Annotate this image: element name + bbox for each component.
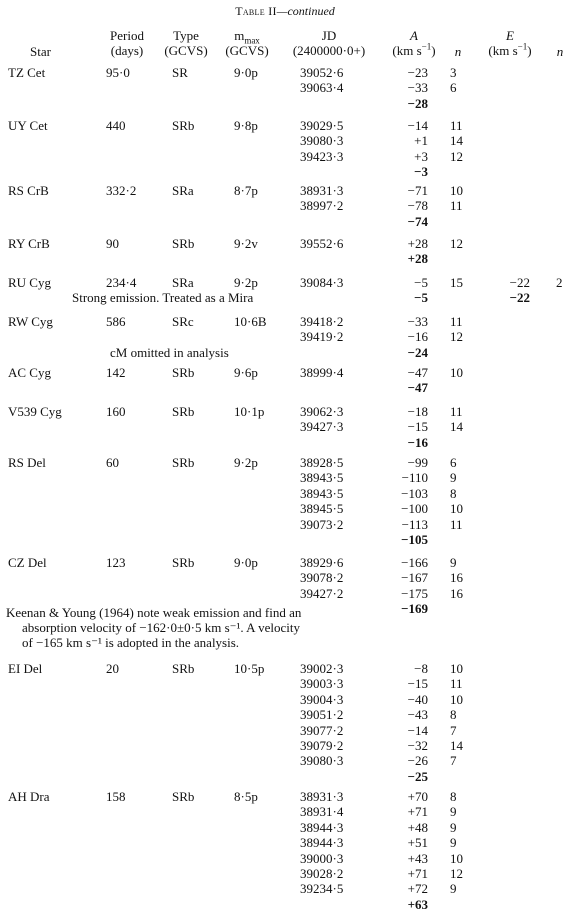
header-a bbox=[380, 28, 448, 58]
velocity-value: +28 bbox=[407, 236, 428, 251]
jd-value: 38944·3 bbox=[300, 820, 344, 835]
count-value: 12 bbox=[450, 149, 463, 164]
period-value: 158 bbox=[106, 789, 126, 804]
velocity-value: +48 bbox=[407, 820, 428, 835]
velocity-value: −166 bbox=[401, 555, 428, 570]
type-value: SRb bbox=[172, 236, 195, 251]
mmax-value: 8·7p bbox=[234, 183, 258, 198]
header-mmax-sub: max bbox=[244, 35, 260, 46]
mean-velocity: −25 bbox=[407, 769, 428, 784]
jd-value: 38943·5 bbox=[300, 470, 344, 485]
count-value: 10 bbox=[450, 692, 463, 707]
mean-velocity: −16 bbox=[407, 435, 428, 450]
star-name: UY Cet bbox=[8, 118, 48, 133]
velocity-value: −78 bbox=[407, 198, 428, 213]
header-a-line1: A bbox=[410, 28, 418, 43]
jd-value: 39003·3 bbox=[300, 676, 344, 691]
count-value: 8 bbox=[450, 789, 457, 804]
period-value: 123 bbox=[106, 555, 126, 570]
star-name: RU Cyg bbox=[8, 275, 51, 290]
header-jd-line2: (2400000·0+) bbox=[292, 43, 366, 58]
jd-value: 39078·2 bbox=[300, 570, 344, 585]
jd-value: 38931·3 bbox=[300, 183, 344, 198]
jd-value: 39234·5 bbox=[300, 881, 344, 896]
velocity-value: −16 bbox=[407, 329, 428, 344]
jd-value: 39002·3 bbox=[300, 661, 344, 676]
header-a-line2: (km $s^{-1}$) bbox=[392, 41, 436, 58]
mmax-value: 10·5p bbox=[234, 661, 265, 676]
type-value: SRc bbox=[172, 314, 194, 329]
mean-velocity: −5 bbox=[414, 290, 428, 305]
header-jd bbox=[282, 28, 376, 58]
velocity-value: −71 bbox=[407, 183, 428, 198]
e-count: 2 bbox=[556, 275, 563, 290]
type-value: SRa bbox=[172, 275, 194, 290]
star-name: RS Del bbox=[8, 455, 46, 470]
mmax-value: 9·0p bbox=[234, 65, 258, 80]
header-type bbox=[158, 28, 214, 58]
velocity-value: −43 bbox=[407, 707, 428, 722]
row-note-line: absorption velocity of −162·0±0·5 km s⁻¹. A velocity bbox=[22, 620, 300, 635]
period-value: 234·4 bbox=[106, 275, 137, 290]
type-value: SRb bbox=[172, 789, 195, 804]
count-value: 16 bbox=[450, 570, 463, 585]
mean-velocity: +28 bbox=[407, 251, 428, 266]
mean-velocity: +63 bbox=[407, 897, 428, 912]
mmax-value: 9·2p bbox=[234, 455, 258, 470]
mean-velocity: −105 bbox=[401, 532, 428, 547]
mean-velocity: −47 bbox=[407, 380, 428, 395]
type-value: SRb bbox=[172, 404, 195, 419]
count-value: 10 bbox=[450, 183, 463, 198]
mmax-value: 10·1p bbox=[234, 404, 265, 419]
jd-value: 39419·2 bbox=[300, 329, 344, 344]
header-n-e: n bbox=[556, 44, 564, 59]
jd-value: 39552·6 bbox=[300, 236, 344, 251]
jd-value: 39028·2 bbox=[300, 866, 344, 881]
count-value: 9 bbox=[450, 804, 457, 819]
jd-value: 39051·2 bbox=[300, 707, 344, 722]
count-value: 10 bbox=[450, 851, 463, 866]
header-type-line1: Type bbox=[173, 28, 199, 43]
jd-value: 39073·2 bbox=[300, 517, 344, 532]
count-value: 6 bbox=[450, 455, 457, 470]
velocity-value: −113 bbox=[401, 517, 428, 532]
count-value: 9 bbox=[450, 820, 457, 835]
star-name: V539 Cyg bbox=[8, 404, 62, 419]
velocity-value: −110 bbox=[401, 470, 428, 485]
velocity-value: −14 bbox=[407, 723, 428, 738]
velocity-value: −100 bbox=[401, 501, 428, 516]
e-mean-velocity: −22 bbox=[509, 290, 530, 305]
jd-value: 38943·5 bbox=[300, 486, 344, 501]
count-value: 11 bbox=[450, 118, 463, 133]
velocity-value: −175 bbox=[401, 586, 428, 601]
mmax-value: 9·8p bbox=[234, 118, 258, 133]
count-value: 11 bbox=[450, 314, 463, 329]
star-name: RW Cyg bbox=[8, 314, 53, 329]
jd-value: 39080·3 bbox=[300, 753, 344, 768]
header-e-line2: (km $s^{-1}$) bbox=[488, 41, 532, 58]
header-period bbox=[100, 28, 154, 58]
velocity-value: +72 bbox=[407, 881, 428, 896]
count-value: 11 bbox=[450, 404, 463, 419]
count-value: 8 bbox=[450, 707, 457, 722]
header-star: Star bbox=[30, 44, 51, 59]
type-value: SRb bbox=[172, 365, 195, 380]
jd-value: 38931·3 bbox=[300, 789, 344, 804]
count-value: 11 bbox=[450, 517, 463, 532]
count-value: 9 bbox=[450, 881, 457, 896]
row-note: Strong emission. Treated as a Mira bbox=[72, 290, 254, 305]
star-name: AC Cyg bbox=[8, 365, 51, 380]
row-note: cM omitted in analysis bbox=[110, 345, 229, 360]
jd-value: 39077·2 bbox=[300, 723, 344, 738]
jd-value: 39084·3 bbox=[300, 275, 344, 290]
star-name: AH Dra bbox=[8, 789, 50, 804]
row-note-line: Keenan & Young (1964) note weak emission and find an bbox=[6, 605, 302, 620]
star-name: EI Del bbox=[8, 661, 43, 676]
mean-velocity: −169 bbox=[401, 601, 428, 616]
period-value: 90 bbox=[106, 236, 119, 251]
velocity-value: −33 bbox=[407, 80, 428, 95]
header-period-line1: Period bbox=[110, 28, 144, 43]
jd-value: 39418·2 bbox=[300, 314, 344, 329]
star-name: RS CrB bbox=[8, 183, 49, 198]
count-value: 11 bbox=[450, 198, 463, 213]
period-value: 142 bbox=[106, 365, 126, 380]
velocity-value: −8 bbox=[414, 661, 428, 676]
jd-value: 39423·3 bbox=[300, 149, 344, 164]
header-mmax bbox=[218, 28, 276, 58]
type-value: SRb bbox=[172, 118, 195, 133]
count-value: 15 bbox=[450, 275, 463, 290]
jd-value: 39079·2 bbox=[300, 738, 344, 753]
mean-velocity: −24 bbox=[407, 345, 428, 360]
velocity-value: −167 bbox=[401, 570, 428, 585]
velocity-value: −33 bbox=[407, 314, 428, 329]
velocity-value: −23 bbox=[407, 65, 428, 80]
jd-value: 38944·3 bbox=[300, 835, 344, 850]
count-value: 6 bbox=[450, 80, 457, 95]
caption-prefix: Table II bbox=[235, 4, 277, 18]
mean-velocity: −74 bbox=[407, 214, 428, 229]
mean-velocity: −3 bbox=[414, 164, 428, 179]
jd-value: 38929·6 bbox=[300, 555, 344, 570]
header-mmax-m: m bbox=[234, 28, 245, 43]
header-e-line1: E bbox=[506, 28, 514, 43]
count-value: 11 bbox=[450, 676, 463, 691]
period-value: 332·2 bbox=[106, 183, 137, 198]
count-value: 14 bbox=[450, 133, 463, 148]
velocity-value: +1 bbox=[414, 133, 428, 148]
jd-value: 39080·3 bbox=[300, 133, 344, 148]
star-name: CZ Del bbox=[8, 555, 47, 570]
count-value: 10 bbox=[450, 661, 463, 676]
velocity-value: −32 bbox=[407, 738, 428, 753]
type-value: SRb bbox=[172, 455, 195, 470]
mmax-value: 9·2p bbox=[234, 275, 258, 290]
count-value: 14 bbox=[450, 419, 463, 434]
count-value: 16 bbox=[450, 586, 463, 601]
velocity-value: −99 bbox=[407, 455, 428, 470]
jd-value: 39029·5 bbox=[300, 118, 344, 133]
velocity-value: −26 bbox=[407, 753, 428, 768]
count-value: 12 bbox=[450, 866, 463, 881]
velocity-value: −15 bbox=[407, 676, 428, 691]
caption-suffix: —continued bbox=[276, 4, 335, 18]
count-value: 9 bbox=[450, 555, 457, 570]
period-value: 440 bbox=[106, 118, 126, 133]
mmax-value: 9·6p bbox=[234, 365, 258, 380]
mmax-value: 9·0p bbox=[234, 555, 258, 570]
mean-velocity: −28 bbox=[407, 96, 428, 111]
jd-value: 39427·2 bbox=[300, 586, 344, 601]
header-period-line2: (days) bbox=[110, 43, 144, 58]
count-value: 12 bbox=[450, 329, 463, 344]
table-caption bbox=[0, 4, 570, 18]
jd-value: 39063·4 bbox=[300, 80, 344, 95]
velocity-value: +3 bbox=[414, 149, 428, 164]
velocity-value: −18 bbox=[407, 404, 428, 419]
count-value: 7 bbox=[450, 723, 457, 738]
count-value: 14 bbox=[450, 738, 463, 753]
period-value: 95·0 bbox=[106, 65, 130, 80]
period-value: 586 bbox=[106, 314, 126, 329]
velocity-value: +71 bbox=[407, 804, 428, 819]
count-value: 9 bbox=[450, 835, 457, 850]
velocity-value: +43 bbox=[407, 851, 428, 866]
jd-value: 39427·3 bbox=[300, 419, 344, 434]
star-name: RY CrB bbox=[8, 236, 50, 251]
velocity-value: −5 bbox=[414, 275, 428, 290]
count-value: 10 bbox=[450, 501, 463, 516]
type-value: SR bbox=[172, 65, 188, 80]
velocity-value: +70 bbox=[407, 789, 428, 804]
count-value: 8 bbox=[450, 486, 457, 501]
header-jd-line1: JD bbox=[321, 28, 337, 43]
jd-value: 39052·6 bbox=[300, 65, 344, 80]
velocity-value: −103 bbox=[401, 486, 428, 501]
jd-value: 38931·4 bbox=[300, 804, 344, 819]
period-value: 160 bbox=[106, 404, 126, 419]
header-n-a: n bbox=[454, 44, 462, 59]
velocity-value: +51 bbox=[407, 835, 428, 850]
star-name: TZ Cet bbox=[8, 65, 46, 80]
jd-value: 38945·5 bbox=[300, 501, 344, 516]
header-mmax-line1 bbox=[218, 28, 276, 46]
header-type-line2: (GCVS) bbox=[164, 43, 208, 58]
velocity-value: −15 bbox=[407, 419, 428, 434]
velocity-value: −14 bbox=[407, 118, 428, 133]
velocity-value: +71 bbox=[407, 866, 428, 881]
count-value: 12 bbox=[450, 236, 463, 251]
mmax-value: 10·6B bbox=[234, 314, 267, 329]
mmax-value: 9·2v bbox=[234, 236, 258, 251]
period-value: 20 bbox=[106, 661, 119, 676]
jd-value: 38999·4 bbox=[300, 365, 344, 380]
jd-value: 39004·3 bbox=[300, 692, 344, 707]
type-value: SRb bbox=[172, 555, 195, 570]
jd-value: 38928·5 bbox=[300, 455, 344, 470]
header-e bbox=[476, 28, 544, 58]
count-value: 9 bbox=[450, 470, 457, 485]
count-value: 3 bbox=[450, 65, 457, 80]
jd-value: 39000·3 bbox=[300, 851, 344, 866]
count-value: 7 bbox=[450, 753, 457, 768]
type-value: SRa bbox=[172, 183, 194, 198]
type-value: SRb bbox=[172, 661, 195, 676]
jd-value: 38997·2 bbox=[300, 198, 344, 213]
mmax-value: 8·5p bbox=[234, 789, 258, 804]
row-note-line: of −165 km s⁻¹ is adopted in the analysis. bbox=[22, 635, 240, 650]
period-value: 60 bbox=[106, 455, 119, 470]
jd-value: 39062·3 bbox=[300, 404, 344, 419]
velocity-value: −40 bbox=[407, 692, 428, 707]
count-value: 10 bbox=[450, 365, 463, 380]
header-mmax-line2: (GCVS) bbox=[225, 43, 269, 58]
velocity-value: −47 bbox=[407, 365, 428, 380]
e-velocity: −22 bbox=[509, 275, 530, 290]
